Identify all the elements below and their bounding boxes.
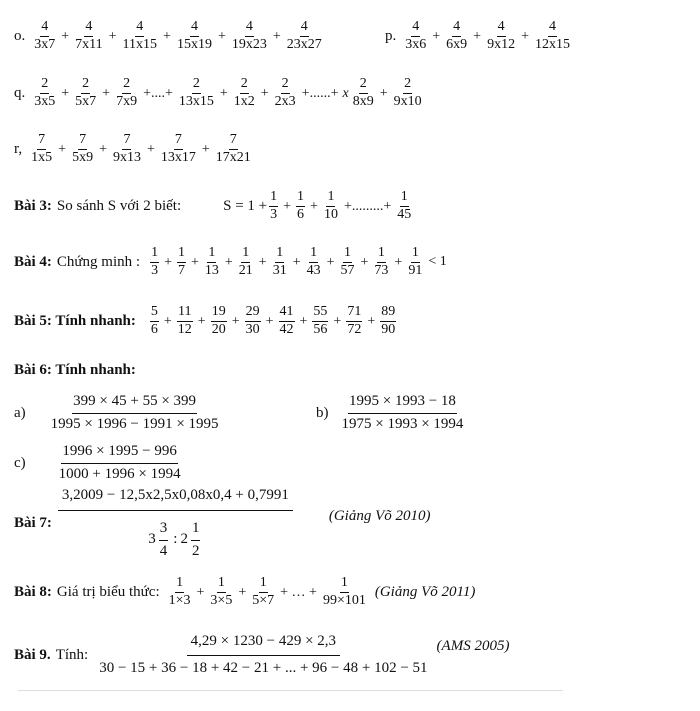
bai6-b-num: 1995 × 1993 − 18 (348, 394, 457, 414)
fraction-term (177, 305, 193, 337)
fraction-term (209, 576, 233, 608)
fraction-term (122, 20, 158, 52)
fraction-term-num: 4 (135, 20, 144, 37)
fraction-term (33, 77, 56, 109)
bai6-b-label: b) (316, 404, 329, 421)
bai7-whole-1: 3 (148, 531, 156, 548)
fraction-term (279, 305, 295, 337)
bai6-c-den: 1000 + 1996 × 1994 (58, 465, 181, 482)
fraction-term-num: 1 (175, 576, 184, 593)
fraction-term-num: 2 (403, 77, 412, 94)
bai7-source: (Giảng Võ 2010) (328, 508, 431, 524)
fraction-term-num: 1 (217, 576, 226, 593)
bai6-a-num: 399 × 45 + 55 × 399 (72, 394, 197, 414)
bai6-b-den: 1975 × 1993 × 1994 (341, 415, 464, 432)
fraction-term-den: 1×3 (168, 592, 191, 608)
operator: + (201, 141, 210, 157)
fraction-term-den: 10 (323, 206, 338, 222)
fraction-term-num: 7 (37, 133, 46, 150)
bai9-source: (AMS 2005) (436, 638, 510, 654)
bai4 (14, 246, 450, 278)
bai9-num: 4,29 × 1230 − 429 × 2,3 (187, 634, 340, 656)
fraction-term (150, 305, 159, 337)
fraction-term (115, 77, 138, 109)
fraction-term-den: 5x7 (75, 93, 97, 109)
fraction-term-num: 1 (400, 190, 409, 207)
fraction-term (74, 77, 97, 109)
operator: + (367, 313, 376, 329)
fraction-term (178, 77, 215, 109)
operator: + (379, 85, 388, 101)
bai7-frac-1 (159, 521, 169, 560)
label-q: q. (14, 84, 26, 101)
fraction-term-den: 7x9 (116, 93, 138, 109)
fraction-term (396, 190, 412, 222)
fraction-term-den: 6x9 (446, 36, 468, 52)
bai6 (14, 362, 136, 379)
fraction-term-num: 1 (177, 246, 186, 263)
fraction-term-num: 4 (497, 20, 506, 37)
fraction-term-num: 1 (207, 246, 216, 263)
operator: + (231, 313, 240, 329)
operator: + (163, 313, 172, 329)
row-r (14, 133, 254, 165)
bai9-fraction (98, 634, 428, 677)
fraction-term-num: 2 (40, 77, 49, 94)
bai8-source: (Giảng Võ 2011) (374, 583, 476, 600)
fraction-term-num: 4 (452, 20, 461, 37)
fraction-term (274, 77, 297, 109)
operator: + (326, 254, 335, 270)
operator: + (521, 28, 529, 44)
bai9-text: Tính: (55, 646, 89, 663)
bai7-frac-1-den: 4 (159, 542, 168, 559)
bai6-b (316, 394, 466, 433)
bai7-mixed-1 (148, 521, 170, 560)
operator: + (299, 313, 308, 329)
fraction-term (168, 576, 192, 608)
operator: + (164, 254, 172, 270)
operator: + (333, 313, 342, 329)
fraction-term-num: 2 (240, 77, 249, 94)
bai7-frac-2-den: 2 (191, 542, 200, 559)
bai8-expr (166, 576, 369, 608)
fraction-term-den: 20 (211, 321, 226, 337)
bai6-c-fraction (58, 444, 182, 483)
fraction-term (534, 20, 571, 52)
operator: + (108, 28, 117, 44)
fraction-term (71, 133, 94, 165)
operator: + … + (280, 584, 317, 600)
operator: + (163, 28, 171, 44)
fraction-term-den: 9x13 (112, 149, 141, 165)
fraction-term (245, 305, 261, 337)
label-o: o. (14, 27, 26, 44)
label-r: r, (14, 140, 23, 157)
fraction-term (238, 246, 254, 278)
operator: +......+ (301, 85, 339, 101)
bai4-tail: < 1 (428, 254, 447, 270)
bai6-a-label: a) (14, 404, 26, 421)
operator: + (224, 254, 233, 270)
fraction-term-den: 31 (272, 262, 287, 278)
bai9 (14, 634, 509, 677)
fraction-term-num: 1 (259, 576, 268, 593)
fraction-term (404, 20, 427, 52)
fraction-term (215, 133, 252, 165)
bai5 (14, 305, 398, 337)
fraction-term-den: 23x27 (286, 36, 322, 52)
bai7-frac-2 (191, 521, 201, 560)
operator: + (283, 198, 292, 214)
operator: + (260, 85, 269, 101)
fraction-term (323, 190, 339, 222)
bai6-title: Bài 6: Tính nhanh: (14, 362, 136, 378)
operator: + (99, 141, 107, 157)
bai6-c-num: 1996 × 1995 − 996 (61, 444, 177, 464)
fraction-term-den: 1x2 (233, 93, 255, 109)
bai7-title: Bài 7: (14, 515, 52, 532)
bai7-whole-2: 2 (180, 531, 188, 548)
fraction-term-num: 55 (312, 305, 328, 322)
fraction-term-num: 41 (279, 305, 295, 322)
fraction-term (30, 133, 53, 165)
fraction-term-den: 3x5 (34, 93, 56, 109)
fraction-term (74, 20, 103, 52)
bai4-text: Chứng minh : (56, 253, 141, 270)
fraction-term-num: 2 (359, 77, 368, 94)
fraction-term-num: 1 (377, 246, 386, 263)
expr-p (402, 20, 573, 52)
row-q (14, 77, 425, 109)
bai4-title: Bài 4: (14, 253, 52, 270)
operator: + (432, 28, 441, 44)
fraction-term-den: 9x10 (393, 93, 422, 109)
bai8-text: Giá trị biểu thức: (56, 583, 160, 600)
operator: + (238, 584, 247, 600)
expr-r (28, 133, 254, 165)
fraction-term-num: 1 (296, 190, 305, 207)
fraction-term-num: 1 (326, 190, 335, 207)
fraction-term-num: 1 (309, 246, 318, 263)
operator: + (258, 254, 267, 270)
fraction-term-den: 15x19 (176, 36, 212, 52)
bai6-a (14, 394, 222, 433)
fraction-term-den: 2x3 (274, 93, 296, 109)
operator: + (146, 141, 155, 157)
bai6-a-den: 1995 × 1996 − 1991 × 1995 (50, 415, 219, 432)
fraction-term-den: 72 (347, 321, 362, 337)
fraction-term-den: 3 (151, 262, 159, 278)
fraction-term (33, 20, 56, 52)
operator: + (310, 198, 318, 214)
expr-q (31, 77, 424, 109)
fraction-term-den: 13x15 (178, 93, 214, 109)
row-o (14, 20, 325, 52)
fraction-term-num: 2 (122, 77, 131, 94)
fraction-term (272, 246, 288, 278)
operator: + (360, 254, 369, 270)
fraction-term (306, 246, 322, 278)
bai7-colon: : (173, 531, 178, 548)
fraction-term (233, 77, 256, 109)
fraction-term-den: 12 (177, 321, 192, 337)
bai7-num: 3,2009 − 12,5x2,5x0,08x0,4 + 0,7991 (58, 488, 293, 511)
fraction-term-den: 43 (306, 262, 321, 278)
bai7-fraction (58, 488, 293, 559)
fraction-term-den: 7 (177, 262, 185, 278)
operator: + (58, 141, 67, 157)
bai9-title: Bài 9. (14, 646, 51, 663)
fraction-term-num: 1 (150, 246, 159, 263)
fraction-term-den: 73 (374, 262, 389, 278)
fraction-term (352, 77, 375, 109)
row-p (385, 20, 573, 52)
fraction-term-num: 7 (122, 133, 131, 150)
fraction-term-den: 45 (397, 206, 412, 222)
fraction-term-den: 6 (297, 206, 305, 222)
bai3-title: Bài 3: (14, 197, 52, 214)
fraction-term-den: 5x9 (72, 149, 94, 165)
label-p: p. (385, 27, 397, 44)
fraction-term-den: 21 (238, 262, 253, 278)
fraction-term-num: 71 (346, 305, 362, 322)
fraction-term (112, 133, 142, 165)
fraction-term (346, 305, 362, 337)
bai6-c (14, 444, 184, 483)
fraction-term (286, 20, 323, 52)
fraction-term-den: 90 (381, 321, 396, 337)
fraction-term (322, 576, 367, 608)
fraction-term (211, 305, 227, 337)
fraction-term-num: 1 (269, 190, 278, 207)
fraction-term-den: 57 (340, 262, 355, 278)
fraction-term-den: 56 (313, 321, 328, 337)
fraction-term (296, 190, 305, 222)
fraction-term (176, 20, 213, 52)
fraction-term-num: 5 (150, 305, 159, 322)
operator: + (61, 28, 70, 44)
fraction-term (340, 246, 356, 278)
fraction-term-num: 19 (211, 305, 227, 322)
operator: +.........+ (343, 198, 392, 214)
fraction-term-den: 7x11 (75, 36, 103, 52)
fraction-term (486, 20, 516, 52)
bai7-frac-2-num: 1 (191, 521, 201, 541)
bai8-title: Bài 8: (14, 583, 52, 600)
bai5-expr (148, 305, 398, 337)
fraction-term-den: 30 (245, 321, 260, 337)
fraction-term (380, 305, 396, 337)
fraction-term-den: 8x9 (352, 93, 374, 109)
fraction-term-num: 4 (548, 20, 557, 37)
fraction-term (373, 246, 389, 278)
bai3 (14, 190, 414, 222)
bai9-den: 30 − 15 + 36 − 18 + 42 − 21 + ... + 96 − 48 + 102 − 51 (99, 659, 428, 676)
fraction-term-den: 3 (270, 206, 278, 222)
bai7-frac-1-num: 3 (159, 521, 169, 541)
bai3-lhs: S = 1 + (223, 197, 268, 214)
fraction-term-den: 17x21 (215, 149, 251, 165)
bai7-den (147, 511, 203, 560)
fraction-term-num: 1 (340, 576, 349, 593)
expr-o (31, 20, 325, 52)
fraction-term-den: 6 (150, 321, 158, 337)
fraction-term-den: 91 (408, 262, 423, 278)
bai3-expr (267, 190, 414, 222)
operator: + (102, 85, 111, 101)
fraction-term (393, 77, 423, 109)
fraction-term (150, 246, 159, 278)
operator: + (473, 28, 482, 44)
fraction-term-den: 13 (204, 262, 219, 278)
fraction-term-num: 2 (281, 77, 290, 94)
fraction-term-num: 1 (241, 246, 250, 263)
fraction-term (445, 20, 468, 52)
operator: + (272, 28, 281, 44)
operator: + (61, 85, 70, 101)
fraction-term-den: 99×101 (322, 592, 366, 608)
fraction-term-num: 2 (81, 77, 90, 94)
operator: + (197, 313, 206, 329)
fraction-term-den: 1x5 (31, 149, 53, 165)
fraction-term-den: 3×5 (210, 592, 233, 608)
operator: + (217, 28, 226, 44)
fraction-term-den: 9x12 (487, 36, 516, 52)
bai7-mixed-2 (180, 521, 202, 560)
fraction-term-num: 1 (411, 246, 420, 263)
fraction-term-den: 3x6 (405, 36, 427, 52)
fraction-term (231, 20, 268, 52)
fraction-term-den: 11x15 (122, 36, 158, 52)
fraction-term-num: 1 (275, 246, 284, 263)
fraction-term-num: 4 (40, 20, 49, 37)
fraction-term-num: 4 (245, 20, 254, 37)
bai4-expr (148, 246, 425, 278)
operator: + (190, 254, 199, 270)
fraction-term (177, 246, 186, 278)
operator: + (394, 254, 403, 270)
operator: + (196, 584, 205, 600)
fraction-term-num: 4 (190, 20, 199, 37)
fraction-term (160, 133, 197, 165)
bai6-b-fraction (341, 394, 465, 433)
footer-divider (18, 690, 563, 691)
fraction-term-den: 5×7 (252, 592, 275, 608)
fraction-term-den: 3x7 (34, 36, 56, 52)
fraction-term-num: 4 (84, 20, 93, 37)
fraction-term-num: 4 (300, 20, 309, 37)
fraction-term-den: 42 (279, 321, 294, 337)
operator: + (219, 85, 228, 101)
bai6-a-fraction (50, 394, 220, 433)
fraction-term (204, 246, 220, 278)
fraction-term-num: 4 (411, 20, 420, 37)
fraction-term-num: 2 (192, 77, 201, 94)
fraction-term-num: 7 (174, 133, 183, 150)
fraction-term-den: 12x15 (534, 36, 570, 52)
fraction-term-den: 13x17 (160, 149, 196, 165)
fraction-term-num: 1 (343, 246, 352, 263)
fraction-term-den: 19x23 (231, 36, 267, 52)
bai3-text: So sánh S với 2 biết: (56, 197, 182, 214)
fraction-term-num: 29 (245, 305, 261, 322)
bai7 (14, 488, 431, 559)
operator: + (265, 313, 274, 329)
fraction-term (269, 190, 278, 222)
fraction-term (312, 305, 328, 337)
bai5-title: Bài 5: Tính nhanh: (14, 312, 136, 329)
bai8 (14, 576, 475, 608)
operator: x (342, 85, 349, 101)
fraction-term-num: 7 (229, 133, 238, 150)
bai6-c-label: c) (14, 454, 26, 471)
fraction-term (407, 246, 423, 278)
operator: +....+ (143, 85, 173, 101)
fraction-term (251, 576, 275, 608)
fraction-term-num: 7 (78, 133, 87, 150)
fraction-term-num: 11 (177, 305, 192, 322)
fraction-term-num: 89 (380, 305, 396, 322)
operator: + (292, 254, 301, 270)
